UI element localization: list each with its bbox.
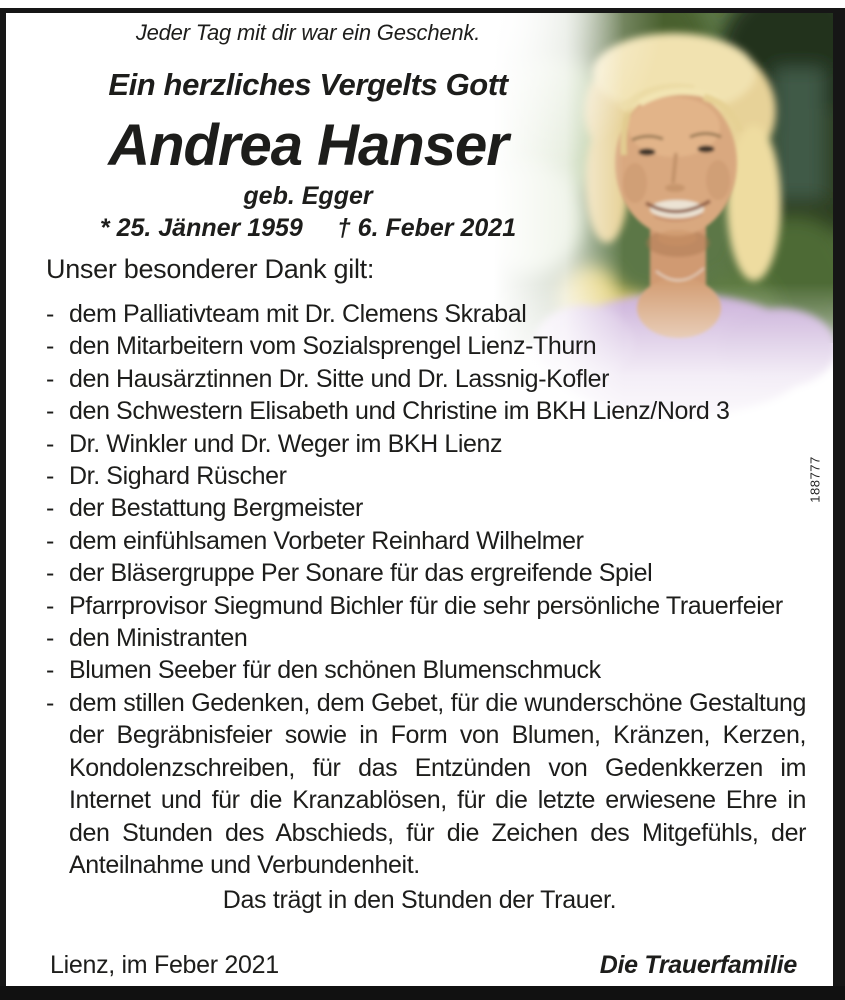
list-item: - der Bestattung Bergmeister	[46, 492, 806, 524]
list-dash: -	[46, 300, 54, 328]
acknowledgement-intro: Unser besonderer Dank gilt:	[46, 254, 375, 284]
list-dash: -	[46, 364, 54, 393]
list-item: - Dr. Winkler und Dr. Weger im BKH Lienz	[46, 428, 806, 460]
list-item: - Dr. Sighard Rüscher	[46, 460, 806, 492]
list-dash: -	[46, 494, 54, 523]
notice-reference-number: 188777	[807, 456, 823, 503]
death-date: † 6. Feber 2021	[336, 214, 517, 242]
list-dash: -	[46, 526, 54, 555]
maiden-name: geb. Egger	[243, 182, 373, 210]
list-dash: -	[46, 397, 54, 426]
list-dash: -	[46, 688, 54, 717]
deceased-name: Andrea Hanser	[108, 113, 508, 178]
acknowledgement-section	[46, 254, 806, 881]
acknowledgement-list	[46, 298, 806, 881]
list-item: - Blumen Seeber für den schönen Blumenschmuck	[46, 654, 806, 686]
frame-border-bottom	[0, 986, 845, 1000]
closing-line: Das trägt in den Stunden der Trauer.	[222, 886, 617, 914]
frame-border-right	[833, 8, 845, 1000]
frame-border-left	[0, 8, 6, 1000]
place-and-date: Lienz, im Feber 2021	[50, 951, 279, 979]
list-dash: -	[46, 429, 54, 458]
header	[8, 0, 608, 243]
list-dash: -	[46, 656, 54, 685]
list-item: - dem stillen Gedenken, dem Gebet, für die wunderschöne Gestaltung der Begräbnisfeier sowie in Form von Blumen, Kränzen, Kerzen, Kondolenzschreiben, für das Entzünden von Gedenkkerzen im Internet und für die Kranzablösen, für die letzte erwiesene Ehre in den Stunden des Abschieds, für die Zeichen des Mitgefühls, der Anteilnahme und Verbundenheit.	[46, 687, 806, 881]
life-dates	[8, 214, 608, 243]
list-item: - dem Palliativteam mit Dr. Clemens Skrabal	[46, 298, 806, 330]
list-item: - den Hausärztinnen Dr. Sitte und Dr. Lassnig-Kofler	[46, 363, 806, 395]
list-item: - den Ministranten	[46, 622, 806, 654]
list-item: - dem einfühlsamen Vorbeter Reinhard Wilhelmer	[46, 525, 806, 557]
list-item: - den Schwestern Elisabeth und Christine im BKH Lienz/Nord 3	[46, 395, 806, 427]
list-item: - den Mitarbeitern vom Sozialsprengel Lienz-Thurn	[46, 330, 806, 362]
list-dash: -	[46, 559, 54, 588]
list-dash: -	[46, 462, 54, 491]
birth-date: * 25. Jänner 1959	[99, 214, 303, 242]
frame-border-top	[0, 8, 845, 13]
list-dash: -	[46, 591, 54, 620]
epigraph-line: Jeder Tag mit dir war ein Geschenk.	[135, 20, 481, 45]
list-dash: -	[46, 332, 54, 361]
list-dash: -	[46, 624, 54, 653]
tribute-line: Ein herzliches Vergelts Gott	[108, 67, 508, 102]
list-item: - Pfarrprovisor Siegmund Bichler für die sehr persönliche Trauerfeier	[46, 590, 806, 622]
list-item: - der Bläsergruppe Per Sonare für das ergreifende Spiel	[46, 557, 806, 589]
signature-family: Die Trauerfamilie	[599, 951, 797, 979]
